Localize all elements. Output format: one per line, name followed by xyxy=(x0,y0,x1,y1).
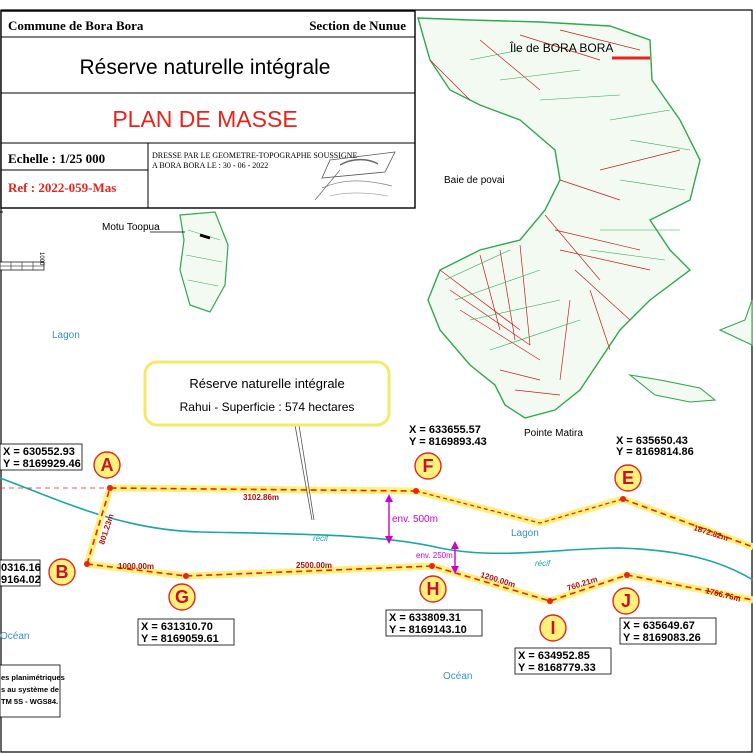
marker-G xyxy=(169,584,195,610)
marker-A xyxy=(94,452,120,478)
scale-text: Echelle : 1/25 000 xyxy=(8,151,106,166)
distance-AB: 801.23m xyxy=(97,512,116,546)
svg-text:Y = 8169059.61: Y = 8169059.61 xyxy=(141,633,219,645)
distance-AF: 3102.86m xyxy=(243,493,280,502)
reef-label-2: récif xyxy=(535,559,551,568)
svg-text:Y = 8169893.43: Y = 8169893.43 xyxy=(409,436,487,448)
svg-text:X = 631310.70: X = 631310.70 xyxy=(141,621,213,633)
svg-text:X = 630552.93: X = 630552.93 xyxy=(3,446,75,458)
reef-label-1: récif xyxy=(313,534,329,543)
commune-name: Commune de Bora Bora xyxy=(8,18,144,33)
surveyor-line1: DRESSE PAR LE GEOMETRE-TOPOGRAPHE SOUSSIGNE xyxy=(152,151,358,160)
coord-box-B xyxy=(0,560,41,586)
svg-text:Y = 8169814.86: Y = 8169814.86 xyxy=(616,446,694,458)
projection-note xyxy=(0,665,65,717)
distance-HI: 1200.00m xyxy=(479,570,517,590)
svg-text:es planimétriques: es planimétriques xyxy=(1,673,65,682)
vertex-points xyxy=(84,485,630,604)
svg-text:X = 635650.43: X = 635650.43 xyxy=(616,435,688,447)
svg-text:F: F xyxy=(422,456,434,476)
ocean-label-2: Océan xyxy=(443,671,473,682)
lagoon-label-2: Lagon xyxy=(511,528,539,539)
coord-box-E xyxy=(614,434,710,458)
distance-IJ: 760.21m xyxy=(565,574,599,593)
svg-text:A: A xyxy=(100,455,114,475)
motu-toopua xyxy=(180,212,228,312)
callout-pointer xyxy=(295,425,312,520)
bora-bora-island xyxy=(418,18,752,418)
svg-text:X = 633809.31: X = 633809.31 xyxy=(389,612,461,624)
svg-text:Y = 8169929.46: Y = 8169929.46 xyxy=(3,458,81,470)
svg-text:9164.02: 9164.02 xyxy=(1,574,41,586)
motu-label: Motu Toopua xyxy=(102,222,160,233)
marker-F xyxy=(415,453,441,479)
surveyor-line2: A BORA BORA LE : 30 - 06 - 2022 xyxy=(152,161,269,170)
svg-text:H: H xyxy=(426,579,440,599)
svg-text:B: B xyxy=(55,562,69,582)
svg-text:Y = 8169143.10: Y = 8169143.10 xyxy=(389,624,467,636)
svg-text:s au système de: s au système de xyxy=(1,685,59,694)
scale-bar xyxy=(0,212,44,270)
coord-box-H xyxy=(386,610,482,636)
svg-text:Y = 8169083.26: Y = 8169083.26 xyxy=(623,632,701,644)
svg-text:Y = 8168779.33: Y = 8168779.33 xyxy=(518,662,596,674)
point-label: Pointe Matira xyxy=(524,428,583,439)
section-name: Section de Nunue xyxy=(309,18,406,33)
island-label: Île de BORA BORA xyxy=(510,41,614,55)
svg-text:X = 635649.67: X = 635649.67 xyxy=(623,620,695,632)
distance-E-out: 1872.82m xyxy=(692,523,730,544)
reserve-boundary-west xyxy=(87,488,627,601)
marker-B xyxy=(49,559,75,585)
coord-box-J xyxy=(620,618,716,644)
svg-text:X = 634952.85: X = 634952.85 xyxy=(518,650,590,662)
coord-box-G xyxy=(138,619,234,645)
reserve-outline xyxy=(0,488,753,604)
svg-text:J: J xyxy=(620,591,632,611)
reference-text: Ref : 2022-059-Mas xyxy=(8,180,117,195)
marker-H xyxy=(420,576,446,602)
plan-title: PLAN DE MASSE xyxy=(112,106,298,132)
reserve-title: Réserve naturelle intégrale xyxy=(79,56,331,79)
callout-area: Rahui - Superficie : 574 hectares xyxy=(179,400,355,414)
coord-box-A xyxy=(0,444,82,470)
marker-E xyxy=(615,465,641,491)
svg-text:1000: 1000 xyxy=(38,252,44,266)
svg-text:E: E xyxy=(621,468,635,488)
lagoon-label-1: Lagon xyxy=(52,330,80,341)
width-label-500: env. 500m xyxy=(392,514,438,525)
coord-box-F xyxy=(407,422,503,448)
svg-text:G: G xyxy=(174,587,190,607)
marker-J xyxy=(613,588,639,614)
distance-J-out: 1766.76m xyxy=(704,586,742,604)
svg-text:0316.16: 0316.16 xyxy=(1,562,41,574)
distance-BG: 1000.00m xyxy=(118,562,155,571)
ocean-label-1: Océan xyxy=(0,631,30,642)
reserve-callout xyxy=(145,362,389,425)
svg-text:TM 5S - WGS84.: TM 5S - WGS84. xyxy=(1,697,59,706)
distance-GH: 2500.00m xyxy=(296,561,333,570)
callout-title: Réserve naturelle intégrale xyxy=(189,376,345,391)
svg-text:I: I xyxy=(550,618,556,638)
coord-box-I xyxy=(515,648,611,674)
marker-I xyxy=(540,615,566,641)
width-label-250: env. 250m xyxy=(416,551,453,560)
bay-label: Baie de povai xyxy=(444,175,505,186)
svg-text:X = 633655.57: X = 633655.57 xyxy=(409,424,481,436)
